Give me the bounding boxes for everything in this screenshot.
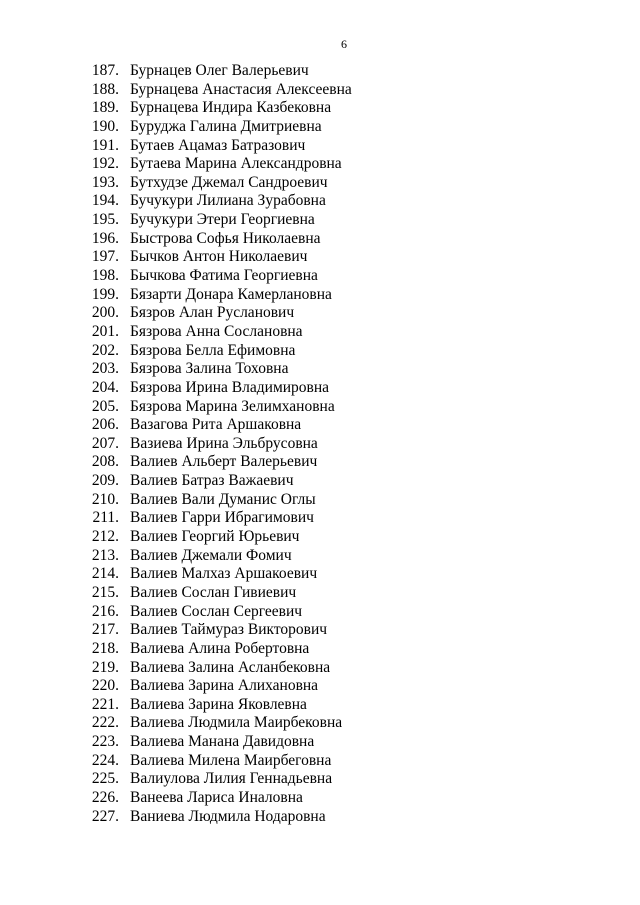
list-item — [0, 286, 640, 305]
entry-name: Валиев Малхаз Аршакоевич — [130, 565, 318, 583]
entry-name: Бутхудзе Джемал Сандроевич — [130, 173, 328, 191]
entry-number: 207. — [91, 434, 119, 452]
entry-number: 187. — [91, 62, 119, 79]
list-item — [0, 62, 640, 81]
entry-name: Бязрова Ирина Владимировна — [130, 378, 330, 396]
list-item — [0, 789, 640, 808]
entry-number: 203. — [91, 360, 119, 378]
list-item — [0, 808, 640, 827]
entry-name: Бурнацева Индира Казбековна — [130, 99, 332, 117]
entry-name: Валиева Зарина Алихановна — [130, 677, 319, 695]
entry-number: 227. — [91, 807, 119, 825]
entry-name: Валиева Милена Маирбеговна — [130, 751, 332, 769]
list-item — [0, 342, 640, 361]
entry-number: 225. — [91, 770, 119, 788]
entry-name: Валиева Залина Асланбековна — [130, 658, 331, 676]
entry-number: 196. — [91, 229, 119, 247]
entry-name: Буруджа Галина Дмитриевна — [130, 117, 322, 135]
list-item — [0, 211, 640, 230]
entry-number: 223. — [91, 733, 119, 751]
entry-name: Бурнацев Олег Валерьевич — [130, 62, 309, 79]
entry-number: 218. — [91, 639, 119, 657]
list-item — [0, 528, 640, 547]
list-item — [0, 137, 640, 156]
list-item — [0, 770, 640, 789]
name-list — [0, 62, 640, 826]
list-item — [0, 640, 640, 659]
entry-name: Бязрова Белла Ефимовна — [130, 341, 296, 359]
entry-number: 202. — [91, 341, 119, 359]
entry-number: 208. — [91, 453, 119, 471]
entry-name: Бязрова Анна Сослановна — [130, 322, 303, 340]
list-item — [0, 174, 640, 193]
entry-name: Бучукури Лилиана Зурабовна — [130, 192, 326, 210]
entry-number: 210. — [91, 490, 119, 508]
entry-name: Вазагова Рита Аршаковна — [130, 416, 302, 434]
entry-number: 211. — [92, 509, 119, 527]
list-item — [0, 603, 640, 622]
list-item — [0, 547, 640, 566]
entry-number: 189. — [91, 99, 119, 117]
entry-name: Валиев Георгий Юрьевич — [130, 528, 300, 546]
entry-number: 219. — [91, 658, 119, 676]
list-item — [0, 323, 640, 342]
entry-number: 214. — [91, 565, 119, 583]
list-item — [0, 435, 640, 454]
entry-name: Валиева Алина Робертовна — [130, 639, 310, 657]
entry-name: Бурнацева Анастасия Алексеевна — [130, 80, 352, 98]
entry-number: 209. — [91, 472, 119, 490]
list-item — [0, 155, 640, 174]
list-item — [0, 696, 640, 715]
entry-name: Бязров Алан Русланович — [130, 304, 295, 322]
entry-number: 217. — [91, 621, 119, 639]
entry-number: 197. — [91, 248, 119, 266]
entry-number: 188. — [91, 80, 119, 98]
list-item — [0, 677, 640, 696]
list-item — [0, 118, 640, 137]
list-item — [0, 99, 640, 118]
entry-number: 213. — [91, 546, 119, 564]
entry-number: 195. — [91, 211, 119, 229]
entry-number: 204. — [91, 378, 119, 396]
entry-name: Валиева Зарина Яковлевна — [130, 695, 307, 713]
list-item — [0, 192, 640, 211]
list-item — [0, 379, 640, 398]
list-item — [0, 584, 640, 603]
entry-name: Бычкова Фатима Георгиевна — [130, 267, 318, 285]
entry-name: Валиева Людмила Маирбековна — [130, 714, 343, 732]
entry-number: 221. — [91, 695, 119, 713]
entry-number: 220. — [91, 677, 119, 695]
entry-name: Валиев Сослан Сергеевич — [130, 602, 303, 620]
entry-number: 206. — [91, 416, 119, 434]
list-item — [0, 304, 640, 323]
list-item — [0, 248, 640, 267]
list-item — [0, 621, 640, 640]
entry-number: 198. — [91, 267, 119, 285]
entry-number: 191. — [91, 136, 119, 154]
entry-name: Валиев Таймураз Викторович — [130, 621, 328, 639]
list-item — [0, 398, 640, 417]
entry-number: 215. — [91, 583, 119, 601]
entry-number: 199. — [91, 285, 119, 303]
entry-name: Валиев Альберт Валерьевич — [130, 453, 318, 471]
entry-number: 224. — [91, 751, 119, 769]
entry-name: Быстрова Софья Николаевна — [130, 229, 321, 247]
entry-number: 190. — [91, 117, 119, 135]
entry-name: Валиев Джемали Фомич — [130, 546, 292, 564]
entry-number: 222. — [91, 714, 119, 732]
entry-number: 193. — [91, 173, 119, 191]
list-item — [0, 733, 640, 752]
list-item — [0, 453, 640, 472]
entry-number: 226. — [91, 788, 119, 806]
entry-name: Валиева Манана Давидовна — [130, 733, 315, 751]
entry-number: 201. — [91, 322, 119, 340]
entry-number: 205. — [91, 397, 119, 415]
entry-name: Бычков Антон Николаевич — [130, 248, 308, 266]
entry-name: Вазиева Ирина Эльбрусовна — [130, 434, 318, 452]
list-item — [0, 360, 640, 379]
entry-name: Валиев Батраз Важаевич — [130, 472, 294, 490]
entry-name: Валиев Гарри Ибрагимович — [130, 509, 314, 527]
list-item — [0, 491, 640, 510]
entry-name: Бутаева Марина Александровна — [130, 155, 342, 173]
entry-name: Бязарти Донара Камерлановна — [130, 285, 332, 303]
list-item — [0, 752, 640, 771]
entry-number: 194. — [91, 192, 119, 210]
list-item — [0, 509, 640, 528]
list-item — [0, 267, 640, 286]
list-item — [0, 472, 640, 491]
entry-number: 212. — [91, 528, 119, 546]
list-item — [0, 230, 640, 249]
entry-name: Ваниева Людмила Нодаровна — [130, 807, 326, 825]
entry-number: 200. — [91, 304, 119, 322]
entry-name: Ванеева Лариса Иналовна — [130, 788, 303, 806]
entry-name: Бутаев Ацамаз Батразович — [130, 136, 306, 154]
list-item — [0, 81, 640, 100]
entry-name: Бязрова Залина Тоховна — [130, 360, 289, 378]
entry-name: Бязрова Марина Зелимхановна — [130, 397, 335, 415]
entry-name: Валиулова Лилия Геннадьевна — [130, 770, 333, 788]
entry-name: Валиев Сослан Гивиевич — [130, 583, 297, 601]
list-item — [0, 416, 640, 435]
page-number: 6 — [341, 37, 347, 51]
list-item — [0, 714, 640, 733]
entry-name: Валиев Вали Думанис Оглы — [130, 490, 316, 508]
entry-number: 192. — [91, 155, 119, 173]
list-item — [0, 565, 640, 584]
list-item — [0, 659, 640, 678]
entry-name: Бучукури Этери Георгиевна — [130, 211, 315, 229]
entry-number: 216. — [91, 602, 119, 620]
